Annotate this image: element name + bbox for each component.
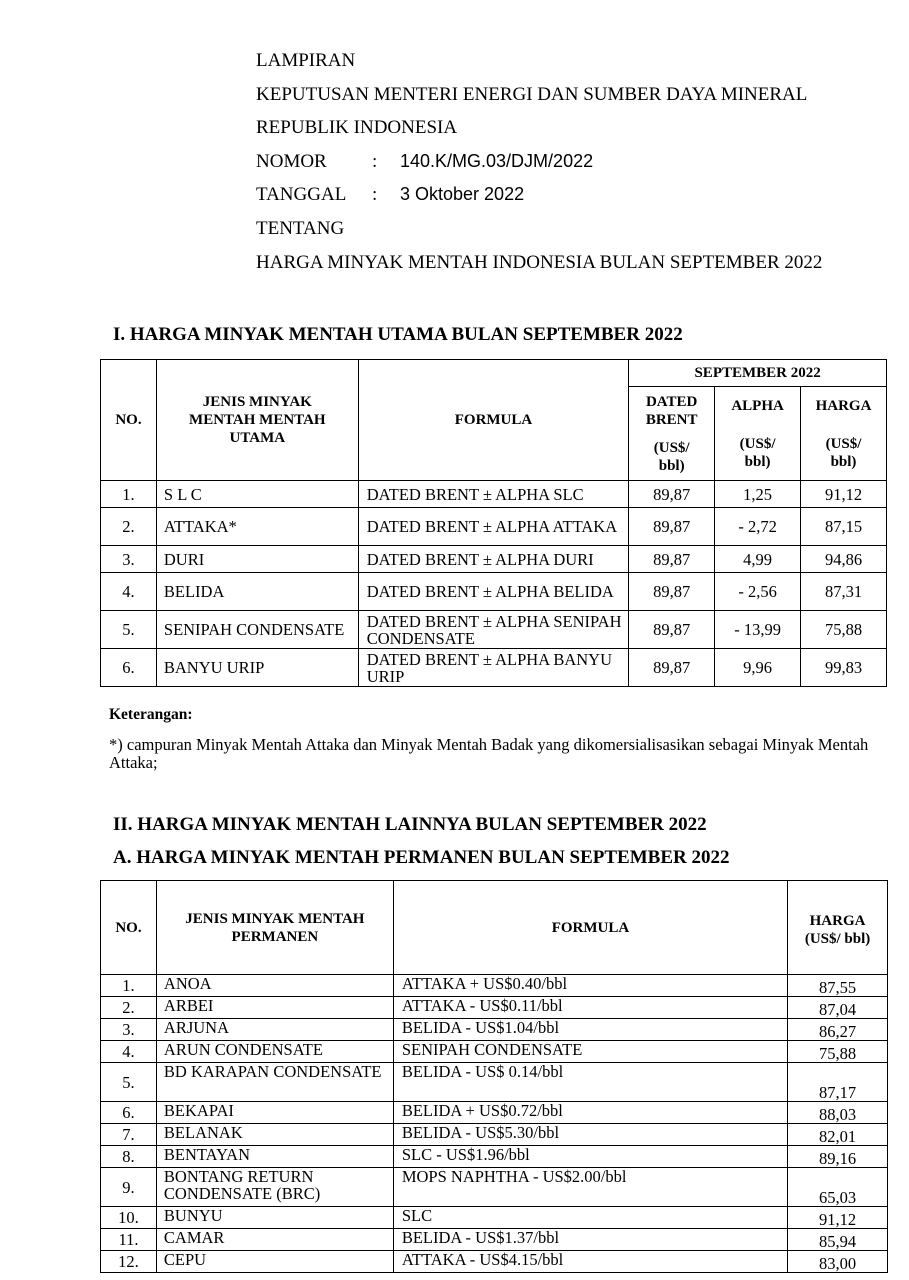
- col-header-formula: FORMULA: [393, 881, 787, 975]
- row-formula: SLC: [393, 1207, 787, 1229]
- section2-subtitle: A. HARGA MINYAK MENTAH PERMANEN BULAN SEPTEMBER 2022: [113, 847, 730, 868]
- table-row: [101, 481, 887, 508]
- row-no: 7.: [101, 1124, 157, 1146]
- col-header-jenis-text: JENIS MINYAK MENTAH MENTAH UTAMA: [189, 394, 326, 446]
- row-no: 3.: [101, 1019, 157, 1041]
- row-harga: 75,88: [801, 611, 887, 649]
- row-no: 9.: [101, 1168, 157, 1207]
- row-harga: 87,31: [801, 573, 887, 611]
- alpha-label: ALPHA: [731, 397, 784, 414]
- table-row: [101, 1041, 888, 1063]
- row-no: 6.: [101, 1102, 157, 1124]
- row-name: BENTAYAN: [156, 1146, 393, 1168]
- row-harga: 99,83: [801, 649, 887, 687]
- row-formula: BELIDA - US$1.04/bbl: [393, 1019, 787, 1041]
- table-row: [101, 1063, 888, 1102]
- table-row: [101, 1019, 888, 1041]
- dated-brent-label: DATED BRENT: [645, 393, 698, 428]
- row-no: 12.: [101, 1251, 157, 1273]
- row-dated-brent: 89,87: [629, 546, 715, 573]
- row-formula: DATED BRENT ± ALPHA DURI: [358, 546, 628, 573]
- row-formula: SLC - US$1.96/bbl: [393, 1146, 787, 1168]
- row-no: 5.: [101, 1063, 157, 1102]
- table-row: [101, 546, 887, 573]
- row-harga: 87,04: [788, 997, 888, 1019]
- tanggal-label: TANGGAL: [256, 184, 347, 206]
- row-no: 1.: [101, 481, 157, 508]
- table-row: [101, 1168, 888, 1207]
- row-harga: 91,12: [788, 1207, 888, 1229]
- row-formula: DATED BRENT ± ALPHA BANYU URIP: [358, 649, 628, 687]
- row-alpha: 4,99: [715, 546, 801, 573]
- table-row: [101, 997, 888, 1019]
- table-row: [101, 1146, 888, 1168]
- section1-title: I. HARGA MINYAK MENTAH UTAMA BULAN SEPTEMBER 2022: [113, 324, 683, 345]
- col-header-harga: [788, 881, 888, 975]
- harga-unit: (US$/ bbl): [825, 435, 862, 470]
- row-name: BEKAPAI: [156, 1102, 393, 1124]
- row-harga: 65,03: [788, 1168, 888, 1207]
- row-no: 4.: [101, 1041, 157, 1063]
- row-name: ARBEI: [156, 997, 393, 1019]
- row-harga: 85,94: [788, 1229, 888, 1251]
- table-row: [101, 975, 888, 997]
- table-row: [101, 1207, 888, 1229]
- row-name: CAMAR: [156, 1229, 393, 1251]
- row-no: 6.: [101, 649, 157, 687]
- row-no: 4.: [101, 573, 157, 611]
- row-harga: 94,86: [801, 546, 887, 573]
- col-header-jenis: [156, 881, 393, 975]
- row-formula: ATTAKA - US$4.15/bbl: [393, 1251, 787, 1273]
- row-name: SENIPAH CONDENSATE: [156, 611, 358, 649]
- col-header-harga: [801, 387, 887, 481]
- nomor-label: NOMOR: [256, 150, 327, 172]
- row-name: ANOA: [156, 975, 393, 997]
- row-formula: DATED BRENT ± ALPHA SENIPAH CONDENSATE: [358, 611, 628, 649]
- header-republik: REPUBLIK INDONESIA: [256, 117, 458, 139]
- row-no: 11.: [101, 1229, 157, 1251]
- document-header: [256, 44, 822, 279]
- col-header-period: SEPTEMBER 2022: [629, 360, 887, 387]
- row-no: 8.: [101, 1146, 157, 1168]
- nomor-value: 140.K/MG.03/DJM/2022: [400, 150, 594, 171]
- row-no: 1.: [101, 975, 157, 997]
- row-dated-brent: 89,87: [629, 573, 715, 611]
- row-name: ARUN CONDENSATE: [156, 1041, 393, 1063]
- row-alpha: - 2,56: [715, 573, 801, 611]
- row-dated-brent: 89,87: [629, 481, 715, 508]
- harga-unit: (US$/ bbl): [804, 930, 871, 947]
- row-name: BANYU URIP: [156, 649, 358, 687]
- row-name: BELANAK: [156, 1124, 393, 1146]
- row-name: BONTANG RETURN CONDENSATE (BRC): [156, 1168, 393, 1207]
- col-header-alpha: [715, 387, 801, 481]
- table-row: [101, 611, 887, 649]
- col-header-no: NO.: [101, 881, 157, 975]
- row-formula: SENIPAH CONDENSATE: [393, 1041, 787, 1063]
- row-dated-brent: 89,87: [629, 508, 715, 546]
- row-harga: 75,88: [788, 1041, 888, 1063]
- section2-title: II. HARGA MINYAK MENTAH LAINNYA BULAN SEPTEMBER 2022: [113, 814, 707, 835]
- header-keputusan: KEPUTUSAN MENTERI ENERGI DAN SUMBER DAYA MINERAL: [256, 83, 808, 105]
- row-no: 2.: [101, 997, 157, 1019]
- row-name: BD KARAPAN CONDENSATE: [156, 1063, 393, 1102]
- main-crude-price-table: [100, 359, 887, 687]
- row-harga: 87,55: [788, 975, 888, 997]
- row-harga: 87,15: [801, 508, 887, 546]
- col-header-no: NO.: [101, 360, 157, 481]
- row-name: BELIDA: [156, 573, 358, 611]
- row-formula: ATTAKA + US$0.40/bbl: [393, 975, 787, 997]
- row-no: 2.: [101, 508, 157, 546]
- row-harga: 89,16: [788, 1146, 888, 1168]
- row-no: 10.: [101, 1207, 157, 1229]
- row-alpha: - 2,72: [715, 508, 801, 546]
- row-harga: 88,03: [788, 1102, 888, 1124]
- table-row: [101, 649, 887, 687]
- table-row: [101, 1102, 888, 1124]
- row-harga: 87,17: [788, 1063, 888, 1102]
- row-harga: 82,01: [788, 1124, 888, 1146]
- tanggal-value: 3 Oktober 2022: [400, 184, 525, 205]
- col-header-formula: FORMULA: [358, 360, 628, 481]
- tanggal-colon: :: [372, 184, 378, 206]
- table-row: [101, 1251, 888, 1273]
- alpha-unit: (US$/ bbl): [739, 435, 776, 470]
- row-alpha: 1,25: [715, 481, 801, 508]
- col-header-dated-brent: [629, 387, 715, 481]
- row-name: BUNYU: [156, 1207, 393, 1229]
- row-name: S L C: [156, 481, 358, 508]
- row-alpha: - 13,99: [715, 611, 801, 649]
- table-row: [101, 1124, 888, 1146]
- col-header-jenis: [156, 360, 358, 481]
- row-formula: DATED BRENT ± ALPHA BELIDA: [358, 573, 628, 611]
- header-lampiran: LAMPIRAN: [256, 50, 356, 71]
- row-formula: BELIDA - US$ 0.14/bbl: [393, 1063, 787, 1102]
- table-row: [101, 508, 887, 546]
- row-formula: MOPS NAPHTHA - US$2.00/bbl: [393, 1168, 787, 1207]
- nomor-colon: :: [372, 150, 378, 172]
- row-formula: DATED BRENT ± ALPHA ATTAKA: [358, 508, 628, 546]
- row-formula: BELIDA - US$5.30/bbl: [393, 1124, 787, 1146]
- keterangan-title: Keterangan:: [109, 706, 193, 723]
- row-name: ARJUNA: [156, 1019, 393, 1041]
- header-title: HARGA MINYAK MENTAH INDONESIA BULAN SEPTEMBER 2022: [256, 251, 823, 273]
- table-row: [101, 573, 887, 611]
- row-dated-brent: 89,87: [629, 611, 715, 649]
- harga-label: HARGA: [809, 912, 866, 929]
- row-name: CEPU: [156, 1251, 393, 1273]
- header-tanggal-row: [256, 178, 822, 212]
- row-no: 5.: [101, 611, 157, 649]
- row-name: DURI: [156, 546, 358, 573]
- row-formula: BELIDA - US$1.37/bbl: [393, 1229, 787, 1251]
- dated-brent-unit: (US$/ bbl): [653, 439, 690, 474]
- row-formula: ATTAKA - US$0.11/bbl: [393, 997, 787, 1019]
- row-harga: 86,27: [788, 1019, 888, 1041]
- keterangan-text: *) campuran Minyak Mentah Attaka dan Minyak Mentah Badak yang dikomersialisasikan sebagai Minyak Mentah Attaka;: [109, 735, 869, 772]
- permanent-crude-price-table: [100, 880, 888, 1273]
- row-formula: BELIDA + US$0.72/bbl: [393, 1102, 787, 1124]
- row-dated-brent: 89,87: [629, 649, 715, 687]
- table-row: [101, 1229, 888, 1251]
- row-alpha: 9,96: [715, 649, 801, 687]
- header-nomor-row: [256, 145, 822, 179]
- header-tentang: TENTANG: [256, 217, 345, 239]
- harga-label: HARGA: [815, 397, 872, 414]
- col-header-jenis-text: JENIS MINYAK MENTAH PERMANEN: [185, 911, 365, 945]
- row-formula: DATED BRENT ± ALPHA SLC: [358, 481, 628, 508]
- row-harga: 83,00: [788, 1251, 888, 1273]
- row-harga: 91,12: [801, 481, 887, 508]
- row-name: ATTAKA*: [156, 508, 358, 546]
- row-no: 3.: [101, 546, 157, 573]
